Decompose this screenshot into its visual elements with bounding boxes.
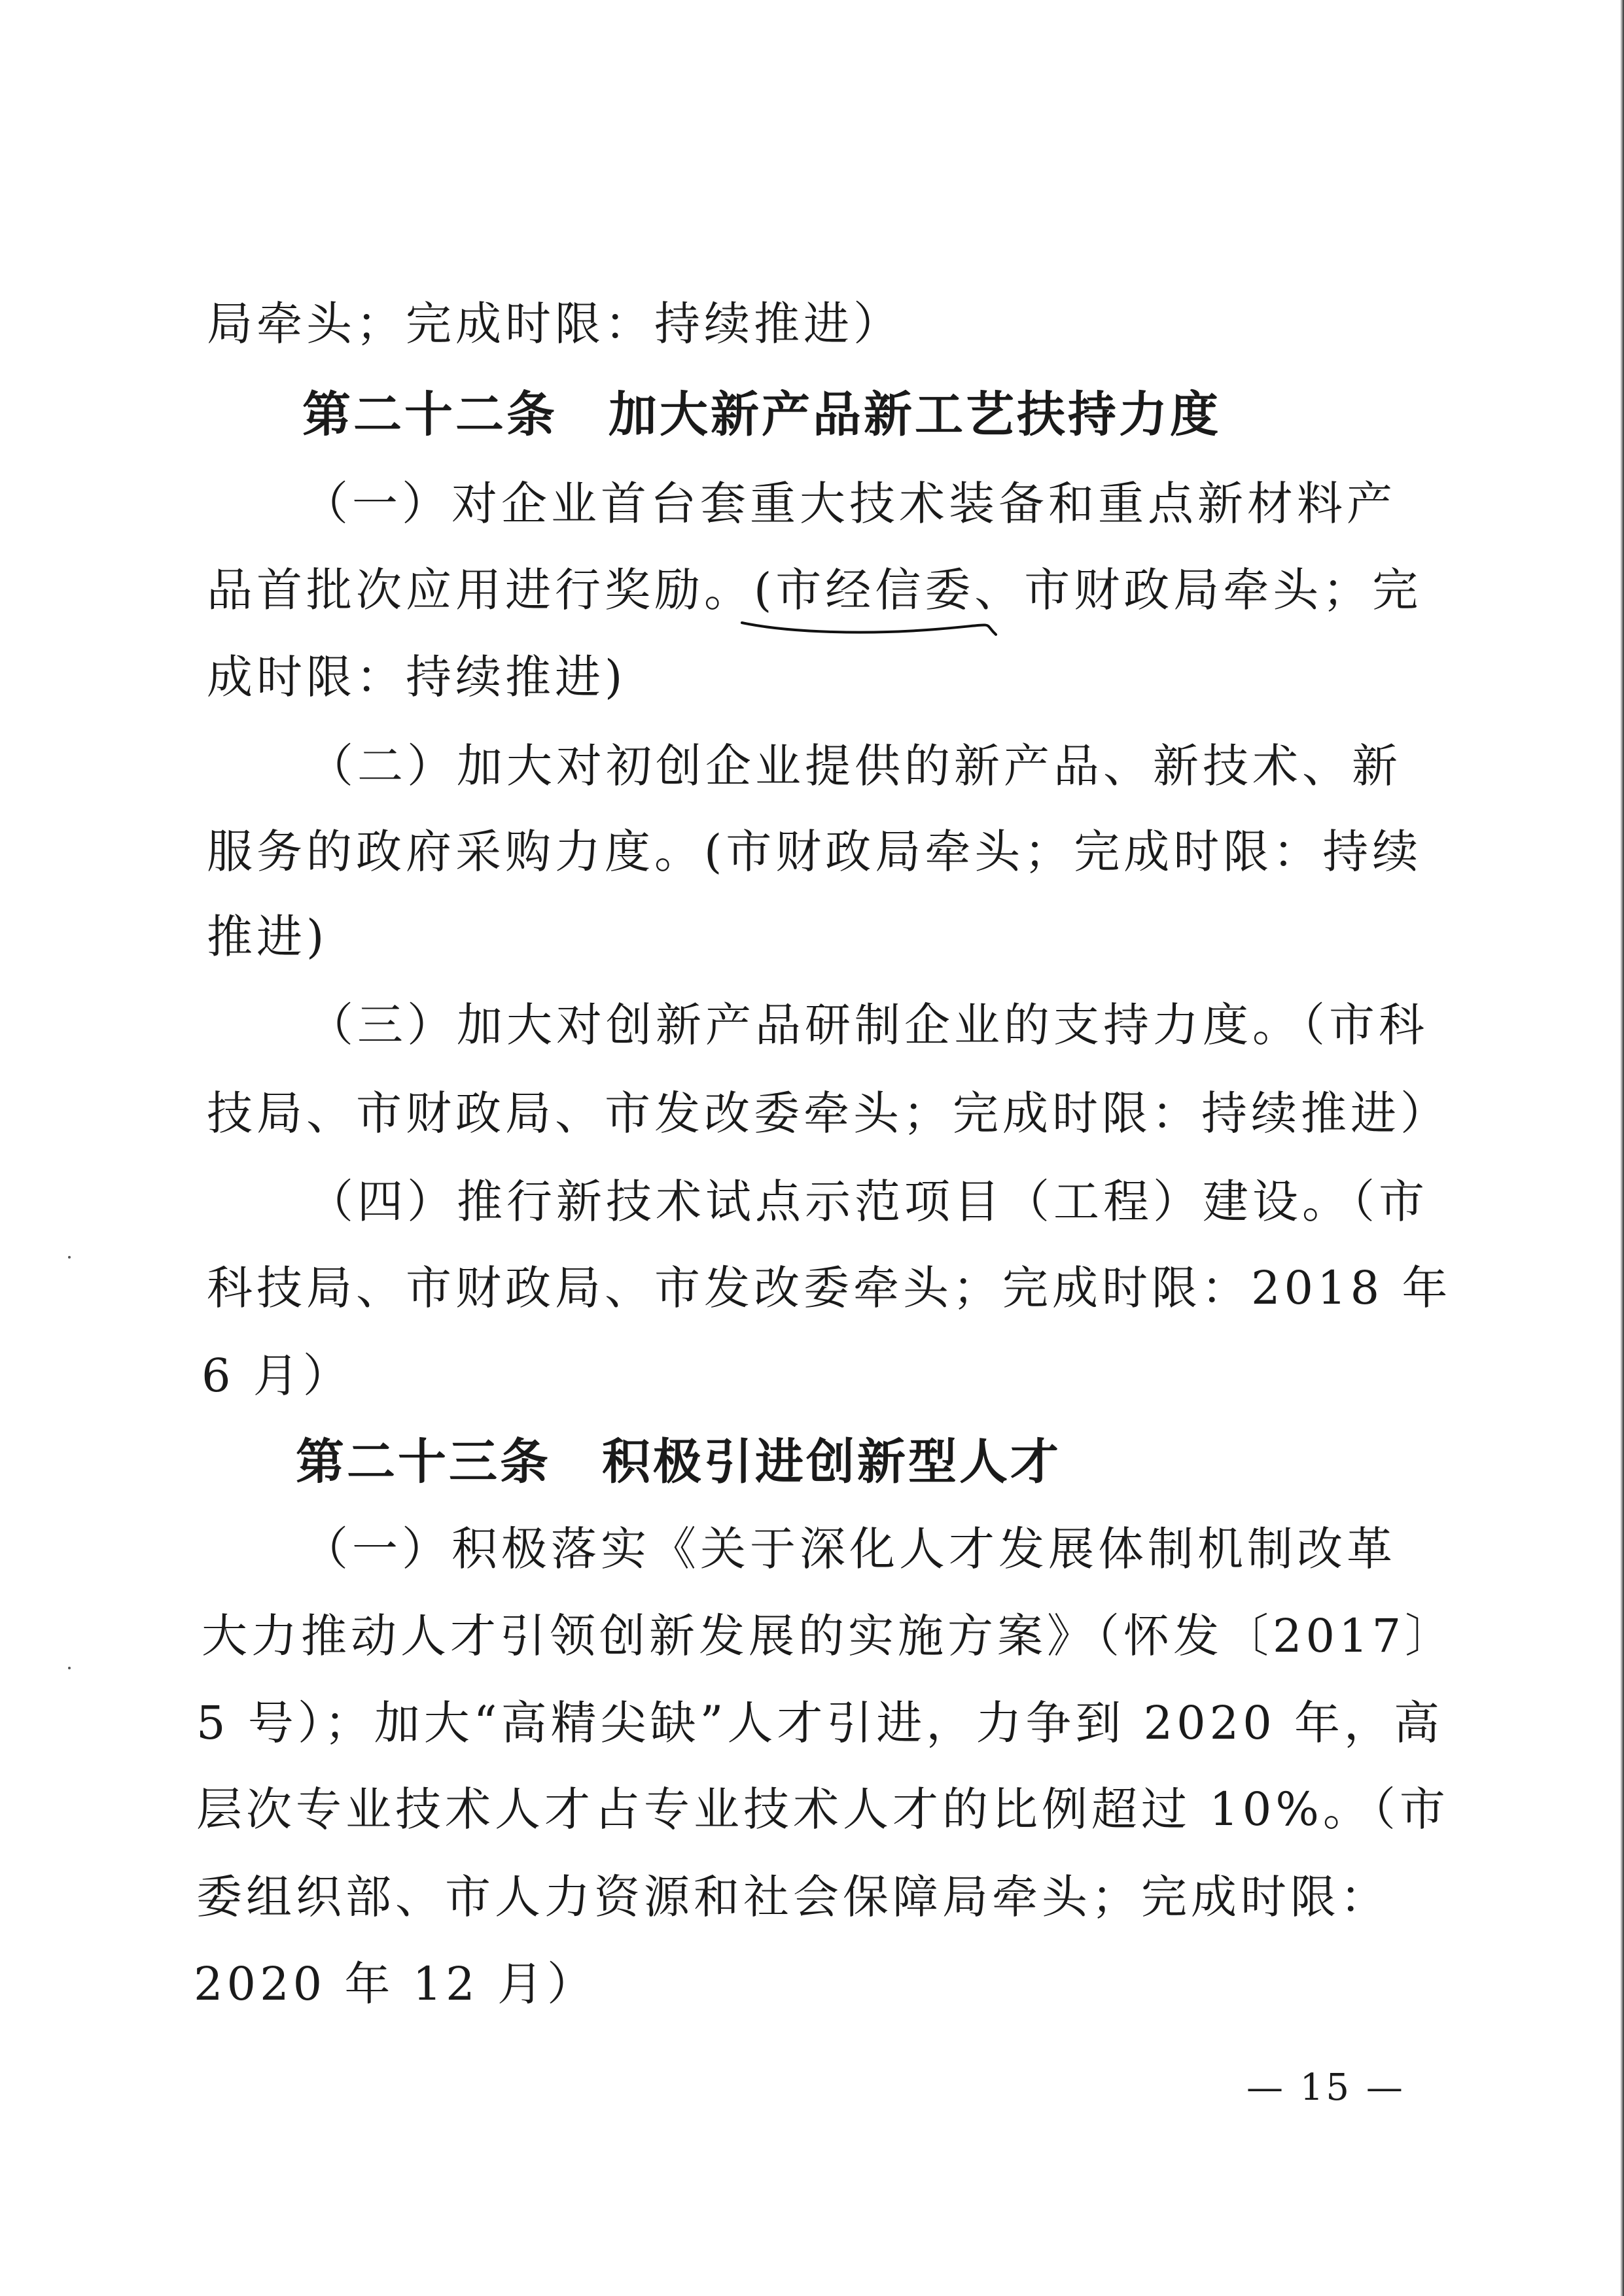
body-line: 技局、市财政局、市发改委牵头；完成时限：持续推进） — [207, 1087, 1450, 1140]
body-line: 服务的政府采购力度。(市财政局牵头；完成时限：持续 — [207, 825, 1422, 878]
scan-edge-shadow — [1620, 0, 1624, 2296]
body-line: 大力推动人才引领创新发展的实施方案》（怀发〔2017〕 — [202, 1609, 1455, 1663]
handwritten-underline — [739, 615, 1001, 641]
scan-speck — [68, 1667, 71, 1669]
body-line: （四）推行新技术试点示范项目（工程）建设。（市 — [308, 1175, 1428, 1228]
body-line: （三）加大对创新产品研制企业的支持力度。（市科 — [308, 998, 1428, 1052]
body-line: 成时限：持续推进) — [207, 650, 627, 704]
article-23-heading: 第二十三条 积极引进创新型人才 — [296, 1434, 1061, 1490]
body-line: 科技局、市财政局、市发改委牵头；完成时限：2018 年 — [207, 1261, 1452, 1315]
body-line: 品首批次应用进行奖励。(市经信委、市财政局牵头；完 — [207, 563, 1422, 617]
body-line: 推进) — [207, 910, 328, 964]
body-line: （一）积极落实《关于深化人才发展体制机制改革 — [302, 1522, 1396, 1576]
page-number: — 15 — — [1246, 2066, 1405, 2109]
article-22-heading: 第二十二条 加大新产品新工艺扶持力度 — [302, 387, 1221, 443]
body-line: （二）加大对初创企业提供的新产品、新技术、新 — [308, 739, 1402, 793]
body-line: 2020 年 12 月） — [194, 1957, 597, 2011]
body-line: 5 号）；加大“高精尖缺”人才引进，力争到 2020 年，高 — [196, 1696, 1444, 1750]
body-line: （一）对企业首台套重大技术装备和重点新材料产 — [302, 477, 1396, 531]
body-line: 委组织部、市人力资源和社会保障局牵头；完成时限： — [196, 1870, 1390, 1924]
body-line: 6 月） — [202, 1349, 353, 1402]
body-line: 局牵头；完成时限：持续推进） — [207, 297, 903, 351]
scan-speck — [68, 1256, 71, 1259]
body-line: 层次专业技术人才占专业技术人才的比例超过 10%。（市 — [196, 1783, 1449, 1836]
